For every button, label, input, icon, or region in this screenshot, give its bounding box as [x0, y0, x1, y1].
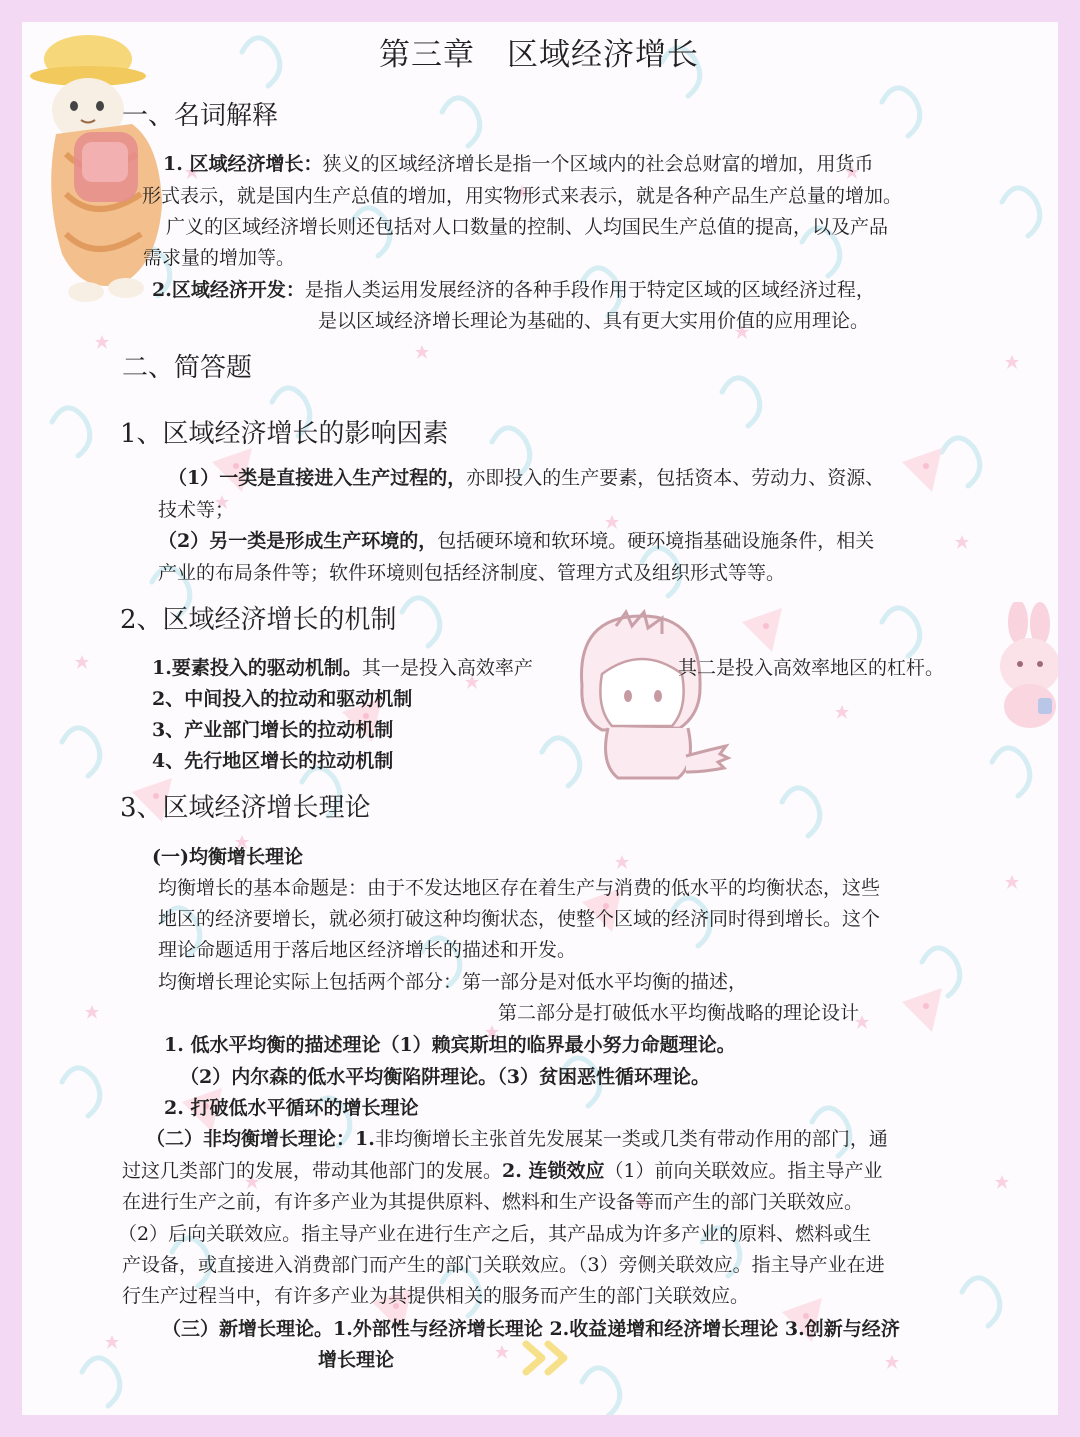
q1-point-1-line-2: 技术等； — [158, 499, 235, 521]
q3-sub-2-line-3: 在进行生产之前，有许多产业为其提供原料、燃料和生产设备等而产生的部门关联效应。 — [122, 1191, 864, 1213]
dinosaur-girl-sketch — [562, 596, 732, 786]
q3-sub-1-line-4: 均衡增长理论实际上包括两个部分：第一部分是对低水平均衡的描述， — [158, 971, 748, 993]
q3-sub-1-line-2: 地区的经济要增长，就必须打破这种均衡状态，使整个区域的经济同时得到增长。这个 — [158, 908, 881, 930]
question-1-heading: 1、区域经济增长的影响因素 — [120, 419, 449, 449]
q1-point-2-line-2: 产业的布局条件等；软件环境则包括经济制度、管理方式及组织形式等等。 — [158, 562, 786, 584]
q1-point-2-label: （2）另一类是形成生产环境的， — [158, 530, 438, 552]
section-heading-short-answer: 二、简答题 — [122, 353, 253, 383]
term-2-line-1: 是指人类运用发展经济的各种手段作用于特定区域的区域经济过程， — [304, 279, 875, 301]
q3-sub-1-heading: (一)均衡增长理论 — [152, 846, 303, 868]
term-2 — [152, 278, 875, 302]
term-2-line-2: 是以区域经济增长理论为基础的、具有更大实用价值的应用理论。 — [318, 310, 870, 332]
q1-point-2-text: 包括硬环境和软环境。硬环境指基础设施条件，相关 — [437, 530, 875, 552]
term-1-line-3: 广义的区域经济增长则还包括对人口数量的控制、人均国民生产总值的提高，以及产品 — [166, 216, 889, 238]
q1-point-1-text: 亦即投入的生产要素，包括资本、劳动力、资源、 — [466, 467, 885, 489]
q3-sub-2-line-2c: （1）前向关联效应。指主导产业 — [604, 1160, 883, 1182]
term-2-label: 2.区域经济开发： — [152, 279, 305, 301]
question-3-heading: 3、区域经济增长理论 — [120, 793, 371, 823]
cat-sticker-illustration — [26, 24, 166, 314]
q3-sub-1-line-1: 均衡增长的基本命题是：由于不发达地区存在着生产与消费的低水平的均衡状态，这些 — [158, 877, 881, 899]
q2-item-1-label: 1.要素投入的驱动机制。 — [152, 657, 362, 679]
q1-point-2 — [158, 529, 874, 553]
q3-sub-2-line-5: 产设备，或直接进入消费部门而产生的部门关联效应。（3）旁侧关联效应。指主导产业在进 — [122, 1254, 885, 1276]
q3-sub-2-label: （二）非均衡增长理论：1. — [146, 1128, 375, 1150]
q2-item-2: 2、中间投入的拉动和驱动机制 — [152, 688, 413, 710]
q1-point-1-label: （1）一类是直接进入生产过程的， — [168, 467, 467, 489]
q3-sub-2-line-2a: 过这几类部门的发展，带动其他部门的发展。 — [122, 1160, 503, 1182]
q3-sub-3-line-1: （三）新增长理论。1.外部性与经济增长理论 2.收益递增和经济增长理论 3.创新与经济 — [162, 1318, 900, 1340]
note-page — [22, 22, 1058, 1415]
q1-point-1 — [168, 466, 884, 490]
q3-sub-1-line-3: 理论命题适用于落后地区经济增长的描述和开发。 — [158, 939, 577, 961]
q3-sub-2-chain-effect: 2. 连锁效应 — [502, 1160, 605, 1182]
bunny-sticker-illustration — [988, 602, 1058, 732]
term-1-line-4: 需求量的增加等。 — [143, 247, 296, 269]
term-1-line-2: 形式表示，就是国内生产总值的增加，用实物形式来表示，就是各种产品生产总量的增加。 — [142, 185, 903, 207]
section-heading-terms: 一、名词解释 — [122, 101, 279, 131]
q2-item-1-text: 其一是投入高效率产 — [361, 657, 533, 679]
term-1-label: 1. 区域经济增长： — [163, 153, 323, 175]
q3-sub-2-line-1 — [146, 1127, 888, 1151]
term-1-line-1: 狭义的区域经济增长是指一个区域内的社会总财富的增加，用货币 — [322, 153, 874, 175]
q3-sub-2-line-6: 行生产过程当中，有许多产业为其提供相关的服务而产生的部门关联效应。 — [122, 1285, 750, 1307]
q3-sub-2-line-2 — [122, 1159, 883, 1183]
double-chevron-icon — [520, 1338, 580, 1378]
q2-item-3: 3、产业部门增长的拉动机制 — [152, 719, 394, 741]
question-2-heading: 2、区域经济增长的机制 — [120, 605, 397, 635]
q3-sub-2-text: 非均衡增长主张首先发展某一类或几类有带动作用的部门，通 — [374, 1128, 888, 1150]
term-1 — [163, 152, 873, 176]
q2-item-1 — [152, 656, 533, 680]
q3-sub-2-line-4: （2）后向关联效应。指主导产业在进行生产之后，其产品成为许多产业的原料、燃料或生 — [118, 1223, 872, 1245]
q2-item-1-tail: 其二是投入高效率地区的杠杆。 — [678, 657, 945, 679]
q3-sub-1-bullet-1: 1. 低水平均衡的描述理论（1）赖宾斯坦的临界最小努力命题理论。 — [164, 1034, 736, 1056]
q2-item-4: 4、先行地区增长的拉动机制 — [152, 750, 394, 772]
q3-sub-1-bullet-3: 2. 打破低水平循环的增长理论 — [164, 1097, 419, 1119]
q3-sub-3-line-2: 增长理论 — [318, 1349, 395, 1371]
chapter-title: 第三章 区域经济增长 — [379, 37, 699, 73]
q3-sub-1-bullet-2: （2）内尔森的低水平均衡陷阱理论。（3）贫困恶性循环理论。 — [180, 1066, 710, 1088]
q3-sub-1-line-5: 第二部分是打破低水平均衡战略的理论设计 — [498, 1002, 860, 1024]
